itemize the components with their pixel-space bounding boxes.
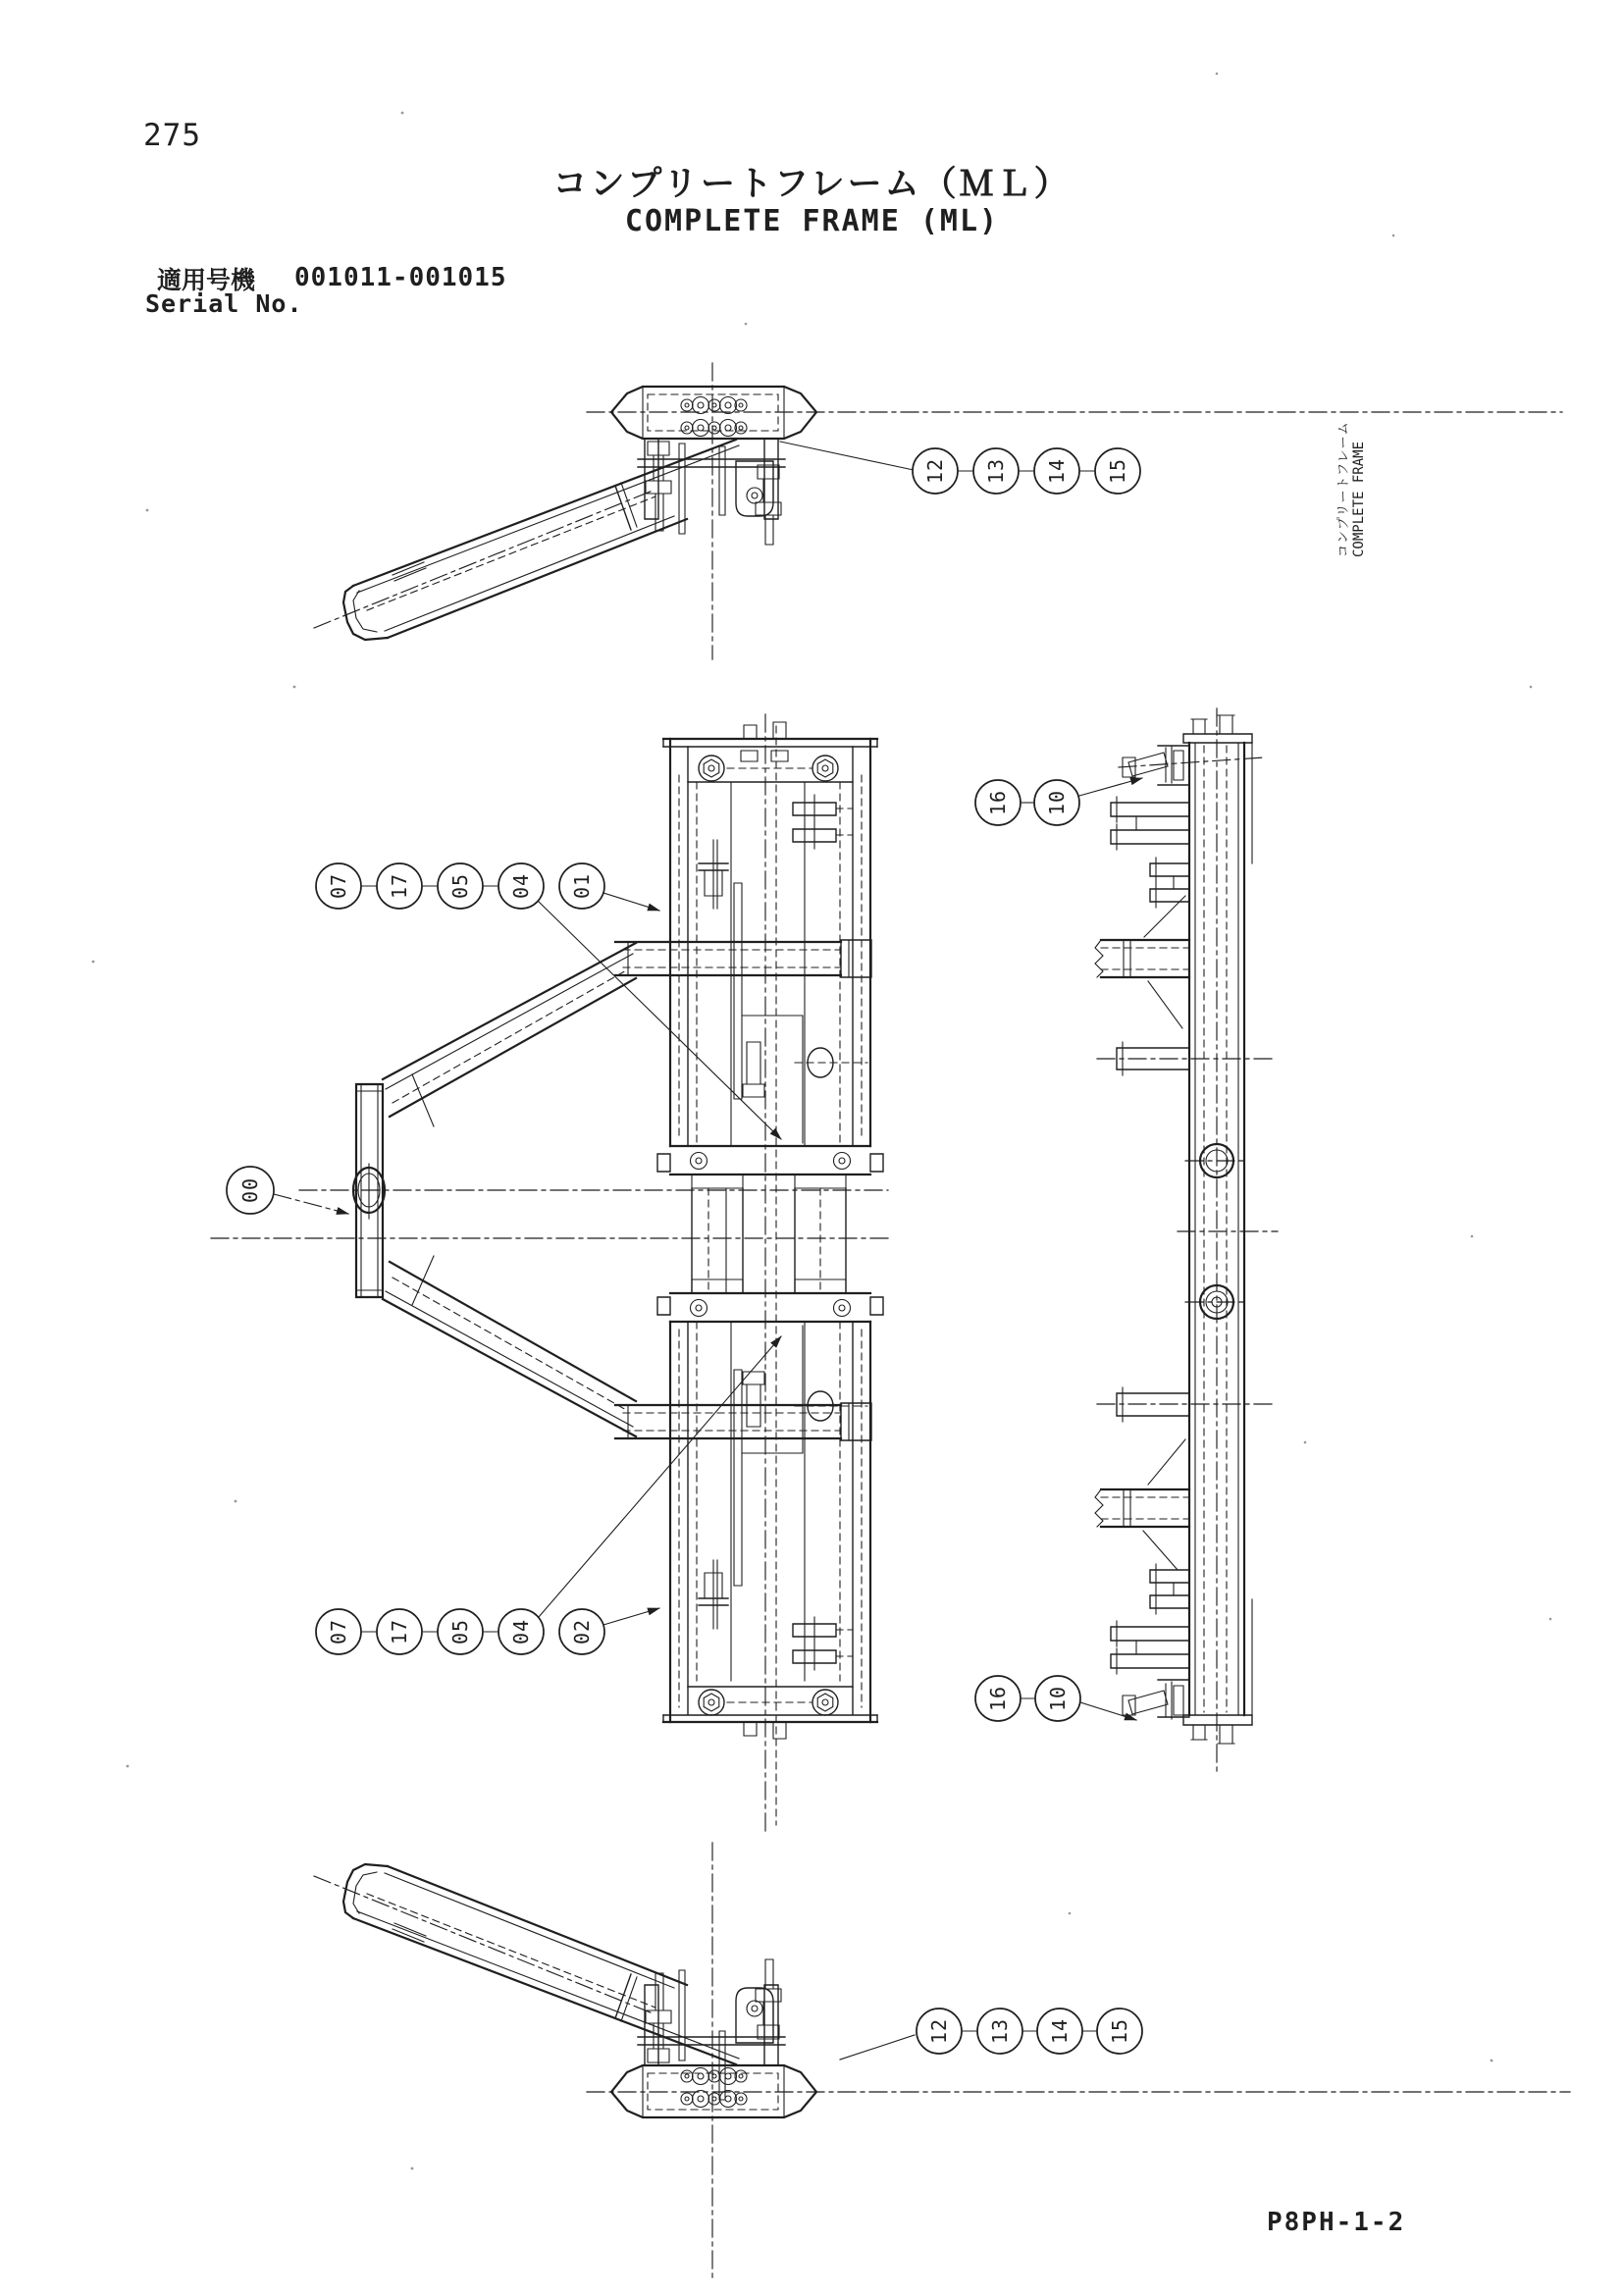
- svg-text:14: 14: [1045, 457, 1069, 485]
- balloon-13: [973, 448, 1019, 494]
- balloon-17: [377, 863, 422, 909]
- side-view: [1095, 708, 1278, 1774]
- balloon-row-upper-left: [316, 863, 604, 909]
- scan-specks: [92, 73, 1552, 2170]
- page-title-japanese: コンプリートフレーム（ＭＬ）: [552, 165, 1072, 203]
- pivot-lug: [736, 1988, 773, 2043]
- svg-text:05: 05: [448, 1618, 472, 1645]
- svg-text:12: 12: [927, 2017, 951, 2045]
- balloon-pair-lower-right: [975, 1676, 1080, 1721]
- svg-text:16: 16: [986, 789, 1010, 816]
- hex-bolt: [699, 1690, 724, 1715]
- balloon-row-bottom: [917, 2009, 1142, 2054]
- balloon-07: [316, 1609, 361, 1654]
- drawing-code: P8PH-1-2: [1267, 2208, 1406, 2237]
- balloon-16: [975, 1676, 1021, 1721]
- front-view: [211, 714, 888, 1831]
- balloon-pair-upper-right: [975, 780, 1079, 825]
- svg-text:15: 15: [1108, 2017, 1131, 2045]
- balloon-10: [1034, 780, 1079, 825]
- svg-text:15: 15: [1106, 457, 1129, 485]
- svg-text:16: 16: [986, 1685, 1010, 1712]
- serial-label-japanese: 適用号機: [157, 267, 256, 294]
- leader-balloon-12-top: [780, 442, 914, 470]
- top-perspective-view: [314, 363, 1562, 659]
- pivot-lug: [736, 461, 773, 516]
- svg-text:07: 07: [327, 1618, 350, 1645]
- balloon-04: [498, 1609, 544, 1654]
- balloon-13: [977, 2009, 1022, 2054]
- page-number: 275: [143, 118, 201, 153]
- hex-bolt: [812, 756, 838, 781]
- svg-text:04: 04: [509, 872, 533, 900]
- serial-range: 001011-001015: [294, 263, 507, 292]
- arm-tube: [314, 1864, 739, 2064]
- balloon-04: [498, 863, 544, 909]
- balloon-row-top: [913, 448, 1140, 494]
- hex-bolt: [812, 1690, 838, 1715]
- svg-text:00: 00: [238, 1176, 262, 1204]
- stud-bolts: [646, 1959, 781, 2100]
- svg-text:10: 10: [1046, 1685, 1070, 1712]
- balloon-15: [1095, 448, 1140, 494]
- balloon-12: [913, 448, 958, 494]
- svg-text:14: 14: [1048, 2017, 1072, 2045]
- svg-text:02: 02: [570, 1618, 594, 1645]
- svg-text:04: 04: [509, 1618, 533, 1645]
- balloon-16: [975, 780, 1021, 825]
- hex-bolt: [699, 756, 724, 781]
- balloon-15: [1097, 2009, 1142, 2054]
- balloon-05: [438, 863, 483, 909]
- serial-label-english: Serial No.: [145, 289, 303, 318]
- svg-text:01: 01: [570, 872, 594, 900]
- mount-bolt-bottom: [1123, 1680, 1189, 1719]
- bottom-perspective-view: [314, 1843, 1570, 2278]
- balloon-17: [377, 1609, 422, 1654]
- svg-text:13: 13: [988, 2017, 1012, 2045]
- balloon-01: [559, 863, 604, 909]
- svg-text:07: 07: [327, 872, 350, 900]
- arm-tube: [314, 440, 739, 640]
- svg-text:12: 12: [923, 457, 947, 485]
- leader-balloon-12-bottom: [840, 2035, 915, 2060]
- balloon-14: [1037, 2009, 1082, 2054]
- balloon-10: [1035, 1676, 1080, 1721]
- side-label-english: COMPLETE FRAME: [1351, 441, 1367, 557]
- side-label-japanese: コンプリートフレーム: [1336, 421, 1350, 557]
- svg-text:17: 17: [388, 1618, 411, 1645]
- svg-text:05: 05: [448, 872, 472, 900]
- balloon-07: [316, 863, 361, 909]
- balloon-12: [917, 2009, 962, 2054]
- page-title-english: COMPLETE FRAME (ML): [624, 204, 1000, 238]
- svg-text:13: 13: [984, 457, 1008, 485]
- balloon-14: [1034, 448, 1079, 494]
- balloon-row-lower-left: [316, 1609, 604, 1654]
- balloon-05: [438, 1609, 483, 1654]
- svg-text:10: 10: [1045, 789, 1069, 816]
- balloon-02: [559, 1609, 604, 1654]
- stud-bolts: [646, 442, 781, 545]
- svg-text:17: 17: [388, 872, 411, 900]
- balloon-00: [227, 1167, 274, 1214]
